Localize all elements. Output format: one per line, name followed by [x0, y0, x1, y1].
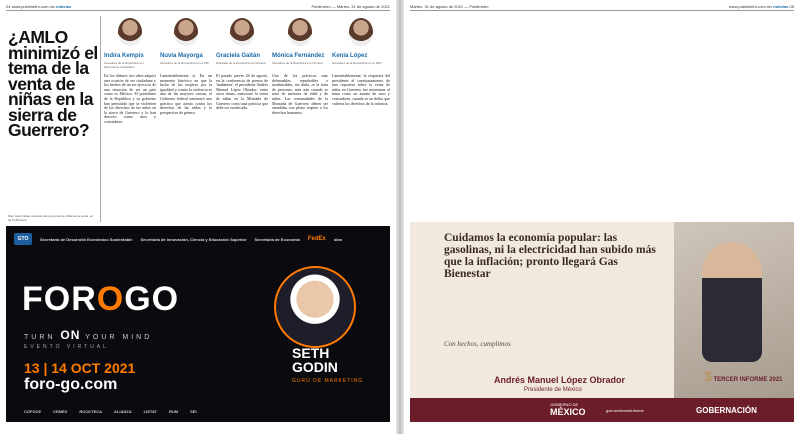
author-photo [349, 18, 373, 46]
right-header [410, 2, 794, 11]
page-number: 04 [6, 3, 11, 9]
speaker-role: GURÚ DE MARKETING [292, 378, 364, 384]
author-name: Kenia López [332, 53, 368, 59]
header-date: Martes, 31 de agosto de 2021 — Publimetro [410, 3, 489, 9]
author-photo [118, 18, 142, 46]
ad-role: Presidente de México [524, 387, 582, 393]
author-name: Graciela Gaitán [216, 53, 261, 59]
column-text: Uno de los prácticas más deleznables, reprobables e inadmisibles, sin duda, es la trata de personas, más aún cuando se trata de menores de edad y de niñas. Las comunidades de la Montaña de Guerrero deben ser atendidas con pleno respeto a los derechos humanos. [272, 73, 328, 115]
ad-footer-bar [410, 398, 794, 422]
column-text: Lamentablemente, la respuesta del presidente al cuestionamiento de una reportera sobre la venta de niñas en Guerrero fue minimizar el tema como un asunto de usos y costumbres, cuando es un delito que vulnera los derechos de la infancia. [332, 73, 390, 106]
foro-go-ad[interactable] [6, 226, 390, 422]
sponsor: Secretaría de Desarrollo Económico Sustentable [40, 236, 133, 242]
headline: ¿AMLO minimizó el tema de la venta de niñas en la sierra de Guerrero? [8, 27, 98, 140]
section-name: noticias [56, 3, 72, 9]
event-dates: 13 | 14 OCT 2021 [24, 360, 136, 376]
author-role: Senadora de la República por Movimiento Ciudadano [104, 61, 144, 69]
column-2 [160, 16, 212, 222]
author-role: Senadora de la República por el PRI [160, 61, 209, 65]
sponsor: FedEx [307, 236, 326, 242]
author-role: Senadora de la República por el PAN [332, 61, 382, 65]
ad-headline: Cuidamos la economía popular: las gasolinas, ni la electricidad han subido más que la inflación; pronto llegará Gas Bienestar [444, 232, 656, 280]
right-page [404, 0, 800, 434]
sponsor: SEI [190, 409, 197, 414]
sponsor: Secretaría de Innovación, Ciencia y Educación Superior [140, 236, 247, 242]
author-photo [174, 18, 198, 46]
paper-url[interactable]: www.publimetro.com.mx [11, 3, 55, 9]
sponsor: idea [333, 236, 342, 242]
informe-badge: 3 TERCER INFORME 2021 [704, 368, 783, 384]
author-name: Nuvia Mayorga [160, 53, 203, 59]
speaker-name: SETH GODIN [292, 345, 338, 375]
left-page [0, 0, 396, 434]
ad-subhead: Con hechos, cumplimos [444, 340, 511, 348]
column-text: Lamentablemente sí. En un momento histórico en que la lucha de las mujeres por la igualdad y contra la violencia es una de las mayores causas, el Gobierno federal minimizó una práctica que atenta contra los derechos de las niñas y la perspectiva de género. [160, 73, 212, 115]
section-name: noticias [773, 3, 789, 9]
author-role: Senadora de la República por Morena [272, 61, 323, 65]
page-gutter [396, 0, 404, 434]
president-photo [702, 242, 762, 362]
column-text: El pasado jueves 26 de agosto, en la conferencia de prensa de 'mañanera', el presidente Andrés Manuel López Obrador, entre otros temas, mencionó la venta de niñas en la Montaña de Guerrero como una práctica que debe ser erradicada. [216, 73, 268, 111]
author-photo [230, 18, 254, 46]
left-header [6, 2, 390, 11]
sponsor: Secretaría de Economía [254, 236, 300, 242]
gobernacion-logo: GOBERNACIÓN [696, 406, 757, 415]
ad-name: Andrés Manuel López Obrador [494, 375, 626, 385]
column-1 [104, 16, 156, 222]
gob-web-link[interactable]: gob.mx/tercerinforme [606, 408, 644, 413]
sponsor: LISTAT [143, 409, 157, 414]
caption: Diez columnistas esperan ético el porte de niñas de la venta, en de Publimetro [8, 214, 94, 222]
author-photo [288, 18, 312, 46]
column-4 [272, 16, 328, 222]
paper-url[interactable]: www.publimetro.com.mx [728, 3, 773, 9]
event-type: EVENTO VIRTUAL [24, 344, 109, 350]
gto-logo: GTO [14, 233, 32, 245]
ad-bottom-sponsors [24, 409, 372, 414]
forogo-logo: FOROGO [22, 280, 180, 318]
author-name: Indira Kempis [104, 53, 144, 59]
ad-top-sponsors [14, 232, 382, 246]
gobierno-logo: GOBIERNO DE MÉXICO [550, 402, 586, 417]
ad-tagline: TURN ON YOUR MIND [24, 328, 153, 342]
sponsor: ALIANZA [114, 409, 132, 414]
sponsor: CEMEX [53, 409, 68, 414]
government-ad[interactable] [410, 222, 794, 422]
author-name: Mónica Fernández [272, 53, 325, 59]
author-role: Diputada de la República por Morena [216, 61, 266, 65]
speaker-photo [274, 266, 356, 348]
sponsor: RUM [169, 409, 179, 414]
column-text: En los últimos tres años adquirí una ocasión de ser ciudadana y los hechos de un ser ejercicio de una situación de ser un país como es México. El presidente de la República y su gobierno han permitido que se violenten de los derechos de las niñas en la sierra de Guerrero y lo han descrito como usos y costumbres. [104, 73, 156, 124]
event-website[interactable]: foro-go.com [24, 376, 118, 393]
sponsor: ROCKTECA [79, 409, 103, 414]
header-date: Publimetro — Martes, 31 de agosto de 2021 [311, 3, 390, 9]
page-number: 05 [789, 3, 794, 9]
sponsor: COFOCE [24, 409, 42, 414]
column-3 [216, 16, 268, 222]
column-5 [332, 16, 390, 222]
